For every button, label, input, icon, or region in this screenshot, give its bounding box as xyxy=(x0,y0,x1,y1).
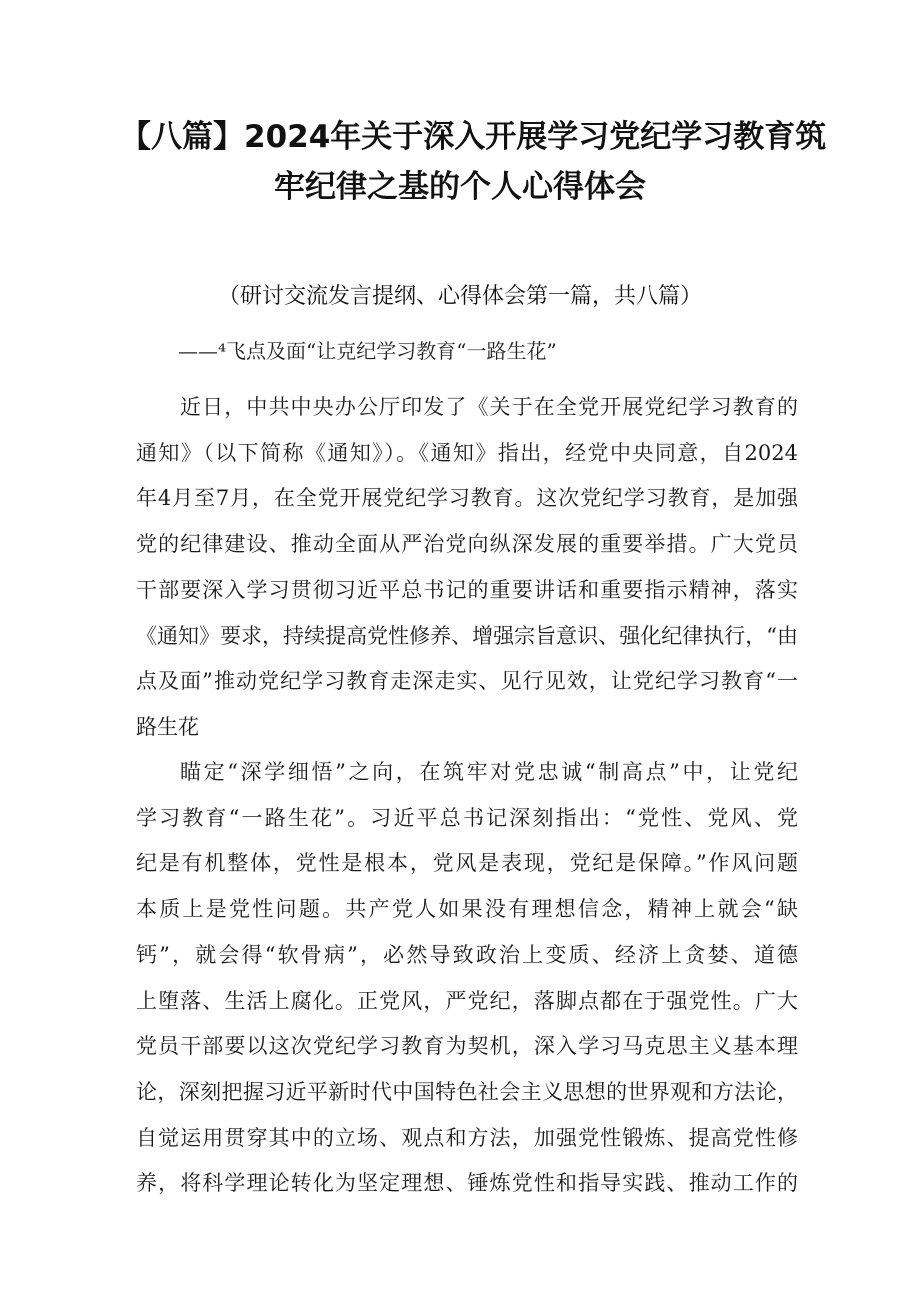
paragraph-line: 路生花 xyxy=(136,714,199,739)
title-line-1: 【八篇】2024年关于深入开展学习党纪学习教育筑 xyxy=(120,119,827,155)
paragraph-line: 年4月至7月，在全党开展党纪学习教育。这次党纪学习教育，是加强 xyxy=(136,486,798,511)
paragraph-line: 自觉运用贯穿其中的立场、观点和方法，加强党性锻炼、提高党性修 xyxy=(136,1125,798,1150)
document-title xyxy=(120,112,827,212)
document-subtitle: （研讨交流发言提纲、心得体会第一篇，共八篇） xyxy=(217,284,702,309)
paragraph-line: 点及面”推动党纪学习教育走深走实、见行见效，让党纪学习教育“一 xyxy=(136,669,798,694)
paragraph-line: 养，将科学理论转化为坚定理想、锤炼党性和指导实践、推动工作的 xyxy=(136,1171,798,1196)
paragraph-line: 近日，中共中央办公厅印发了《关于在全党开展党纪学习教育的 xyxy=(180,395,798,419)
paragraph-line: 学习教育“一路生花”。习近平总书记深刻指出：“党性、党风、党 xyxy=(136,805,798,830)
title-line-2: 牢纪律之基的个人心得体会 xyxy=(274,169,646,205)
paragraph-line: 上堕落、生活上腐化。正党风，严党纪，落脚点都在于强党性。广大 xyxy=(136,988,798,1013)
paragraph-line: 论，深刻把握习近平新时代中国特色社会主义思想的世界观和方法论， xyxy=(136,1079,798,1104)
document-tagline: ——⁴飞点及面“让克纪学习教育“一路生花” xyxy=(178,339,557,363)
paragraph-line: 党员干部要以这次党纪学习教育为契机，深入学习马克思主义基本理 xyxy=(136,1034,798,1059)
paragraph-line: 钙”，就会得“软骨病”，必然导致政治上变质、经济上贪婪、道德 xyxy=(136,942,798,967)
paragraph-line: 纪是有机整体，党性是根本，党风是表现，党纪是保障。”作风问题 xyxy=(136,851,798,876)
paragraph-line: 通知》（以下简称《通知》）。《通知》指出，经党中央同意，自2024 xyxy=(136,440,798,465)
paragraph-line: 党的纪律建设、推动全面从严治党向纵深发展的重要举措。广大党员 xyxy=(136,532,798,557)
paragraph-line: 本质上是党性问题。共产党人如果没有理想信念，精神上就会“缺 xyxy=(136,897,798,922)
paragraph-line: 《通知》要求，持续提高党性修养、增强宗旨意识、强化纪律执行，“由 xyxy=(136,623,798,648)
paragraph-1 xyxy=(136,385,798,751)
paragraph-line: 干部要深入学习贯彻习近平总书记的重要讲话和重要指示精神，落实 xyxy=(136,577,798,602)
paragraph-2 xyxy=(136,750,798,1207)
paragraph-line: 瞄定“深学细悟”之向，在筑牢对党忠诚“制高点”中，让党纪 xyxy=(180,760,798,784)
